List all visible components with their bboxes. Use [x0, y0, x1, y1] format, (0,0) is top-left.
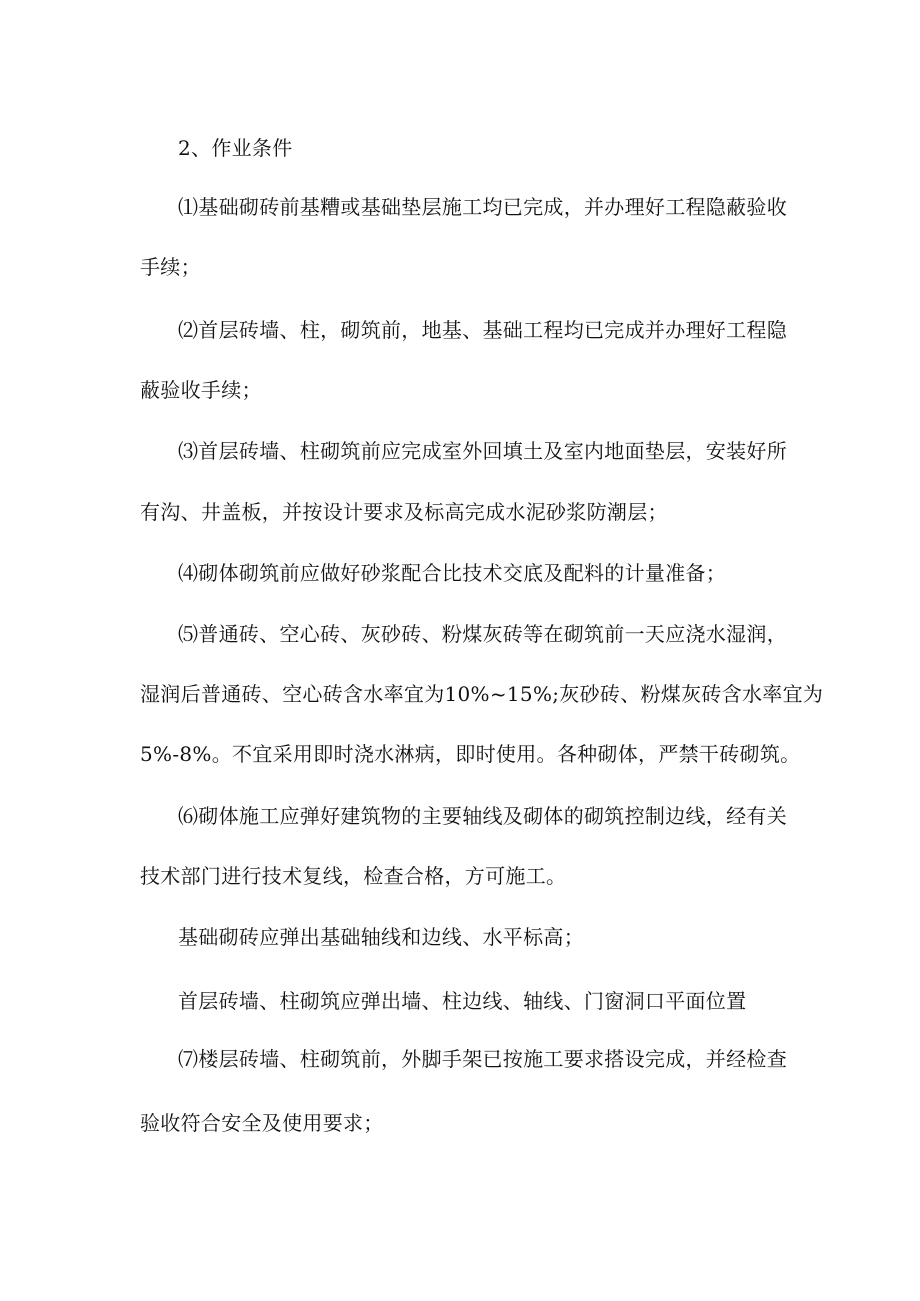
paragraph-line: 5%-8%。不宜采用即时浇水淋病，即时使用。各种砌体，严禁干砖砌筑。 — [140, 742, 801, 766]
paragraph-line: ⑷砌体砌筑前应做好砂浆配合比技术交底及配料的计量准备； — [178, 561, 727, 585]
paragraph-line: ⑴基础砌砖前基糟或基础垫层施工均已完成，并办理好工程隐蔽验收 — [178, 195, 787, 219]
paragraph-line: 基础砌砖应弹出基础轴线和边线、水平标高； — [178, 925, 584, 949]
paragraph-line: 手续； — [140, 255, 201, 279]
paragraph-line: ⑶首层砖墙、柱砌筑前应完成室外回填土及室内地面垫层，安装好所 — [178, 439, 787, 463]
paragraph-line: 技术部门进行技术复线，检查合格，方可施工。 — [140, 864, 567, 888]
paragraph-line: ⑵首层砖墙、柱，砌筑前，地基、基础工程均已完成并办理好工程隐 — [178, 318, 787, 342]
paragraph-line: 有沟、井盖板，并按设计要求及标高完成水泥砂浆防潮层； — [140, 500, 668, 524]
paragraph-line: 蔽验收手续； — [140, 378, 262, 402]
paragraph-line: 湿润后普通砖、空心砖含水率宜为10%~15%;灰砂砖、粉煤灰砖含水率宜为 — [140, 682, 824, 706]
section-heading: 2、作业条件 — [178, 136, 293, 160]
paragraph-line: ⑸普通砖、空心砖、灰砂砖、粉煤灰砖等在砌筑前一天应浇水湿润， — [178, 622, 787, 646]
paragraph-line: ⑺楼层砖墙、柱砌筑前，外脚手架已按施工要求搭设完成，并经检查 — [178, 1047, 787, 1071]
paragraph-line: 验收符合安全及使用要求； — [140, 1111, 384, 1135]
paragraph-line: ⑹砌体施工应弹好建筑物的主要轴线及砌体的砌筑控制边线，经有关 — [178, 804, 787, 828]
paragraph-line: 首层砖墙、柱砌筑应弹出墙、柱边线、轴线、门窗洞口平面位置 — [178, 989, 747, 1013]
